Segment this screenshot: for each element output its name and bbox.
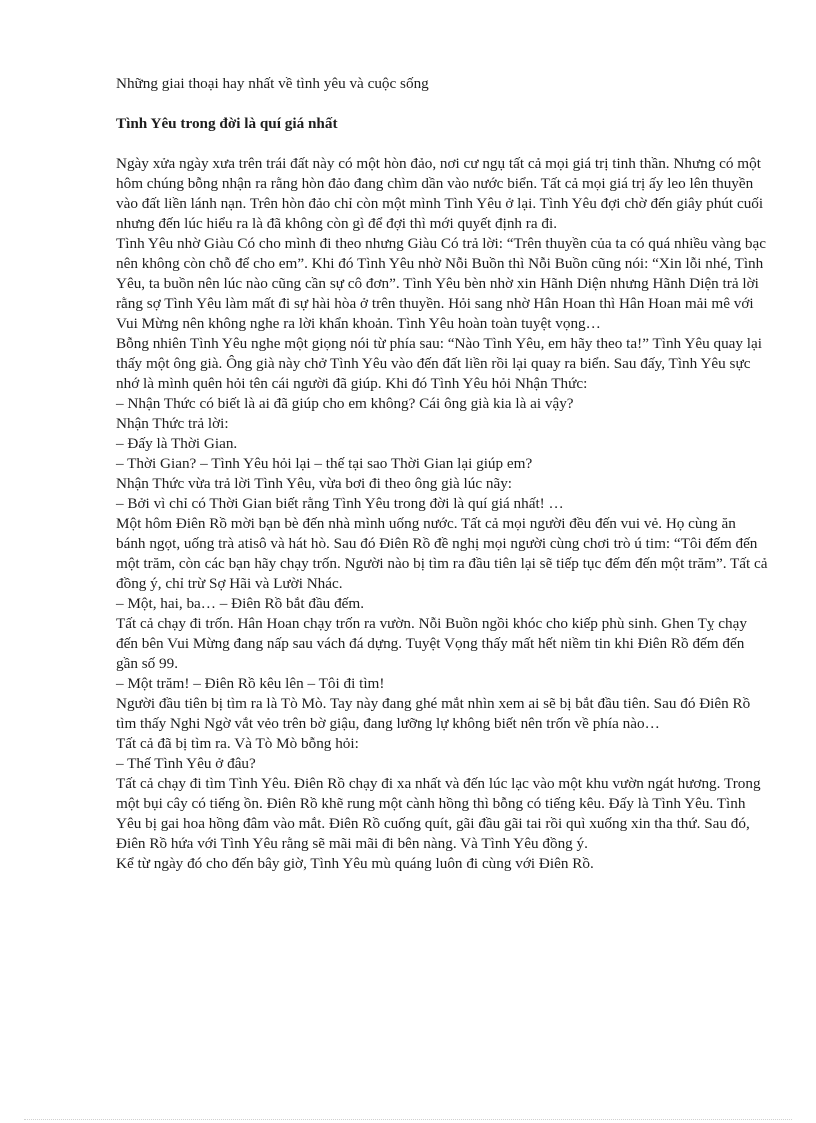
- story-body: [116, 154, 768, 874]
- dialogue-line: – Thời Gian? – Tình Yêu hỏi lại – thế tại sao Thời Gian lại giúp em?: [116, 455, 533, 472]
- paragraph: Bỗng nhiên Tình Yêu nghe một giọng nói từ phía sau: “Nào Tình Yêu, em hãy theo ta!” Tình Yêu quay lại thấy một ông già. Ông già này chở Tình Yêu vào đến đất liền rồi lại quay ra biển. Sau đấy, Tình Yêu sực nhớ là mình quên hỏi tên cái người đã giúp. Khi đó Tình Yêu hỏi Nhận Thức:: [116, 335, 762, 392]
- dialogue-line: – Đấy là Thời Gian.: [116, 435, 238, 452]
- paragraph: Tất cả chạy đi trốn. Hân Hoan chạy trốn ra vườn. Nỗi Buồn ngồi khóc cho kiếp phù sinh. Ghen Tỵ chạy đến bên Vui Mừng đang nấp sau vách đá dựng. Tuyệt Vọng thấy mất hết niềm tin khi Điên Rồ đếm đến gần số 99.: [116, 615, 747, 672]
- dialogue-line: – Một, hai, ba… – Điên Rồ bắt đầu đếm.: [116, 595, 365, 612]
- paragraph: Tình Yêu nhờ Giàu Có cho mình đi theo nhưng Giàu Có trả lời: “Trên thuyền của ta có quá nhiều vàng bạc nên không còn chỗ để cho em”. Khi đó Tình Yêu nhờ Nỗi Buồn thì Nỗi Buồn cũng nói: “Xin lỗi nhé, Tình Yêu, ta buồn nên lúc nào cũng cần sự cô đơn”. Tình Yêu bèn nhờ xin Hãnh Diện nhưng Hãnh Diện trả lời rằng sợ Tình Yêu làm mất đi sự hài hòa ở trên thuyền. Hỏi sang nhờ Hân Hoan thì Hân Hoan mải mê với Vui Mừng nên không nghe ra lời khẩn khoản. Tình Yêu hoàn toàn tuyệt vọng…: [116, 235, 766, 332]
- section-heading: Tình Yêu trong đời là quí giá nhất: [116, 115, 338, 132]
- dialogue-line: – Thế Tình Yêu ở đâu?: [116, 755, 256, 772]
- page-bottom-rule: [24, 1119, 792, 1120]
- dialogue-line: – Một trăm! – Điên Rồ kêu lên – Tôi đi tìm!: [116, 675, 385, 692]
- paragraph: Tất cả đã bị tìm ra. Và Tò Mò bỗng hỏi:: [116, 735, 359, 752]
- paragraph: Kể từ ngày đó cho đến bây giờ, Tình Yêu mù quáng luôn đi cùng với Điên Rồ.: [116, 855, 594, 872]
- document-title: Những giai thoại hay nhất về tình yêu và cuộc sống: [116, 75, 429, 92]
- paragraph: Nhận Thức vừa trả lời Tình Yêu, vừa bơi đi theo ông già lúc nãy:: [116, 475, 513, 492]
- paragraph: Nhận Thức trả lời:: [116, 415, 229, 432]
- dialogue-line: – Nhận Thức có biết là ai đã giúp cho em không? Cái ông già kia là ai vậy?: [116, 395, 574, 412]
- paragraph: Người đầu tiên bị tìm ra là Tò Mò. Tay này đang ghé mắt nhìn xem ai sẽ bị bắt đầu tiên. Sau đó Điên Rồ tìm thấy Nghi Ngờ vắt vẻo trên bờ giậu, đang lưỡng lự không biết nên trốn về phía nào…: [116, 695, 751, 732]
- paragraph: Một hôm Điên Rồ mời bạn bè đến nhà mình uống nước. Tất cả mọi người đều đến vui vẻ. Họ cùng ăn bánh ngọt, uống trà atisô và hát hò. Sau đó Điên Rồ đề nghị mọi người cùng chơi trò ú tim: “Tôi đếm đến một trăm, còn các bạn hãy chạy trốn. Người nào bị tìm ra đầu tiên lại sẽ tiếp tục đếm đến một trăm”. Tất cả đồng ý, chỉ trừ Sợ Hãi và Lười Nhác.: [116, 515, 768, 592]
- paragraph: Tất cả chạy đi tìm Tình Yêu. Điên Rồ chạy đi xa nhất và đến lúc lạc vào một khu vườn ngát hương. Trong một bụi cây có tiếng ồn. Điên Rồ khẽ rung một cành hồng thì bỗng có tiếng kêu. Đấy là Tình Yêu. Tình Yêu bị gai hoa hồng đâm vào mắt. Điên Rồ cuống quít, gãi đầu gãi tai rồi quì xuống xin tha thứ. Sau đó, Điên Rồ hứa với Tình Yêu rằng sẽ mãi mãi đi bên nàng. Và Tình Yêu đồng ý.: [116, 775, 761, 852]
- dialogue-line: – Bởi vì chỉ có Thời Gian biết rằng Tình Yêu trong đời là quí giá nhất! …: [116, 495, 564, 512]
- paragraph: Ngày xửa ngày xưa trên trái đất này có một hòn đảo, nơi cư ngụ tất cả mọi giá trị tinh thần. Nhưng có một hôm chúng bỗng nhận ra rằng hòn đảo đang chìm dần vào nước biển. Tất cả mọi giá trị ấy leo lên thuyền vào đất liền lánh nạn. Trên hòn đảo chỉ còn một mình Tình Yêu ở lại. Tình Yêu đợi chờ đến giây phút cuối nhưng đến lúc hiểu ra là đã không còn gì để đợi thì mới quyết định ra đi.: [116, 155, 764, 232]
